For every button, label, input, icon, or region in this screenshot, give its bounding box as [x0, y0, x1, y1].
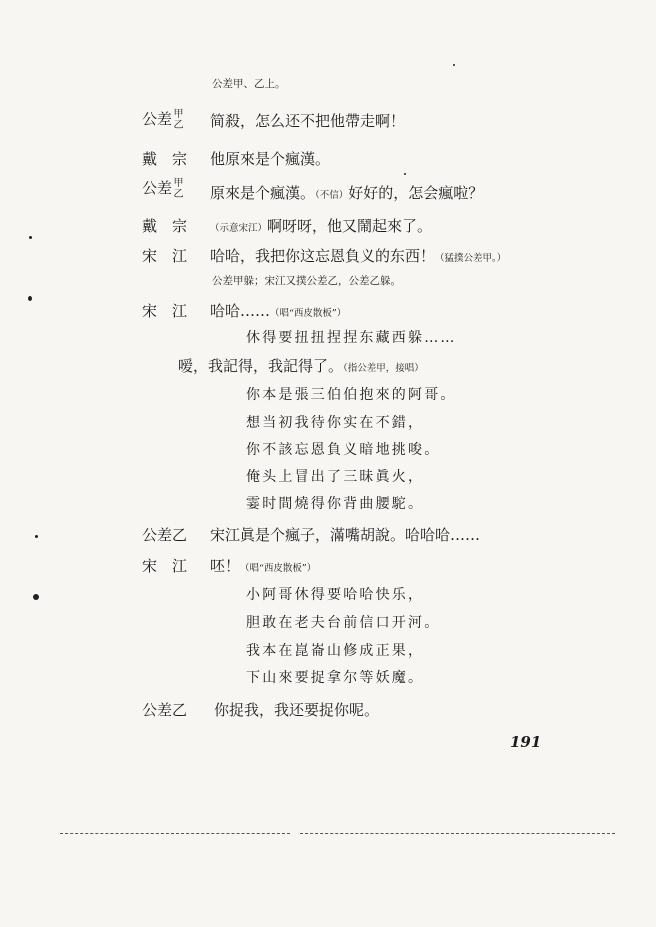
dialogue-text: 嗳，我記得，我記得了。（指公差甲，接唱） — [178, 357, 424, 375]
scan-mark — [35, 535, 38, 538]
song-line: 我本在崑崙山修成正果， — [246, 643, 425, 659]
dialogue-text: 原來是个瘋漢。（不信）好好的，怎会瘋啦？ — [210, 184, 484, 202]
song-line: 你本是張三伯伯抱來的阿哥。 — [246, 387, 457, 403]
dialogue-text: 哈哈……（唱“西皮散板”） — [210, 302, 347, 320]
speaker-label: 戴 宗 — [142, 217, 188, 235]
scan-mark — [33, 594, 39, 600]
dialogue-text: 你捉我，我还要捉你呢。 — [214, 701, 380, 719]
dialogue-text: 简殺，怎么还不把他帶走啊！ — [210, 112, 406, 130]
speaker-label: 公差乙 — [142, 526, 188, 544]
speaker-label: 公差乙 — [142, 701, 188, 719]
song-line: 霎时間燒得你背曲腰駝。 — [246, 496, 425, 512]
scan-mark — [28, 296, 32, 301]
speaker-label: 公差 甲 乙 — [142, 178, 184, 200]
scan-mark — [453, 64, 455, 66]
stage-note: （猛撲公差甲。） — [435, 253, 507, 264]
stage-note: （示意宋江） — [210, 223, 268, 234]
speaker-label: 宋 江 — [142, 247, 188, 265]
speaker-label: 公差 甲 乙 — [142, 109, 184, 131]
speaker-label: 戴 宗 — [142, 150, 188, 168]
song-line: 小阿哥休得要哈哈快乐， — [246, 587, 425, 603]
stage-note: （唱“西皮散板”） — [270, 308, 347, 319]
song-line: 你不該忘恩負义暗地挑唆。 — [246, 442, 441, 458]
speaker-label: 宋 江 — [142, 302, 188, 320]
song-line: 胆敢在老夫台前信口开河。 — [246, 615, 441, 631]
page-number: 191 — [510, 733, 542, 751]
stage-note: （不信） — [315, 190, 349, 201]
dialogue-text: （示意宋江）啊呀呀，他又鬧起來了。 — [210, 217, 433, 235]
dialogue-text: 他原來是个瘋漢。 — [210, 150, 331, 168]
dialogue-text: 宋江眞是个瘋子，滿嘴胡說。哈哈哈…… — [210, 526, 481, 544]
bottom-rule-left — [60, 833, 290, 834]
scan-mark — [29, 236, 32, 239]
song-line: 想当初我待你实在不錯， — [246, 415, 425, 431]
song-line: 下山來要捉拿尔等妖魔。 — [246, 670, 425, 686]
stage-direction: 公差甲躲；宋江又撲公差乙，公差乙躲。 — [212, 275, 401, 287]
song-line: 休得要扭扭捏捏东藏西躲…… — [246, 330, 457, 346]
scan-mark — [404, 173, 406, 175]
stage-note: （唱“西皮散板”） — [240, 563, 317, 574]
stage-note: （指公差甲，接唱） — [343, 363, 424, 374]
dialogue-text: 呸！（唱“西皮散板”） — [210, 557, 317, 575]
song-line: 俺头上冒出了三昧眞火， — [246, 469, 425, 485]
stage-direction: 公差甲、乙上。 — [212, 78, 286, 90]
bottom-rule-right — [300, 833, 615, 834]
dialogue-text: 哈哈，我把你这忘恩負义的东西！（猛撲公差甲。） — [210, 247, 507, 265]
speaker-label: 宋 江 — [142, 557, 188, 575]
